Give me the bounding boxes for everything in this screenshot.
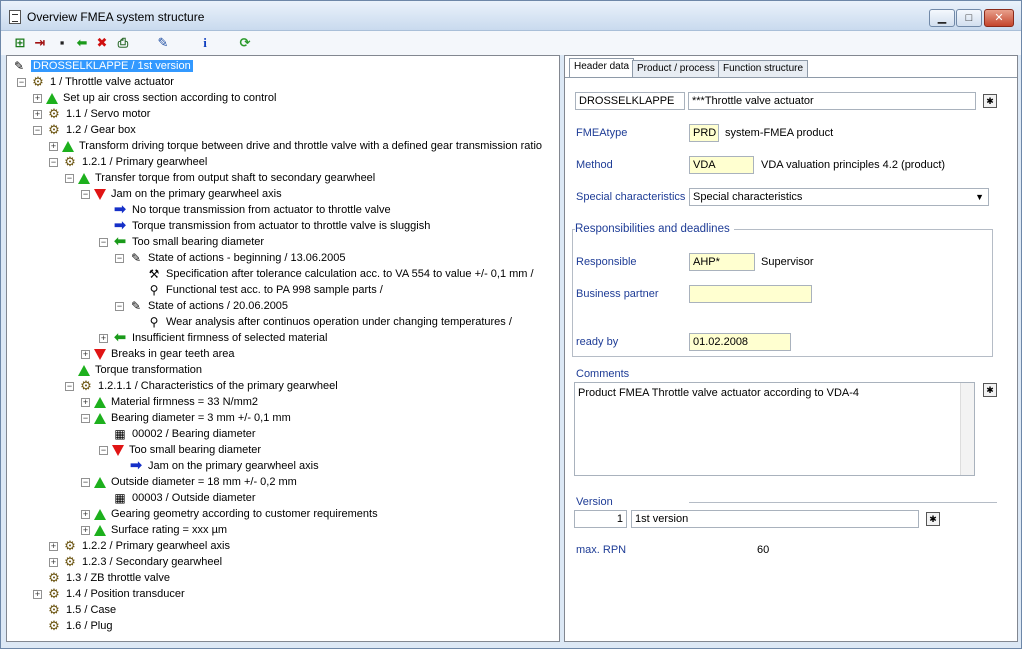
- action-tool-icon: ✎: [130, 251, 142, 266]
- tree-item[interactable]: [99, 202, 391, 218]
- collapse-icon[interactable]: −: [116, 252, 123, 263]
- tree-item[interactable]: [65, 362, 202, 378]
- tree-item-label: No torque transmission from actuator to throttle valve: [132, 204, 391, 216]
- failure-triangle-icon: [94, 189, 106, 200]
- collapse-icon[interactable]: −: [66, 380, 73, 391]
- tree-item-label: Breaks in gear teeth area: [111, 348, 235, 360]
- responsibilities-heading: Responsibilities and deadlines: [575, 223, 734, 235]
- new-doc-icon[interactable]: ⊞: [14, 35, 26, 50]
- tree-item-label: 00002 / Bearing diameter: [132, 428, 256, 440]
- app-icon: [9, 10, 21, 24]
- tree-item-label: Specification after tolerance calculation acc. to VA 554 to value +/- 0,1 mm /: [166, 268, 534, 280]
- tree-item-label: State of actions / 20.06.2005: [148, 300, 289, 312]
- tree-item-label: 1 / Throttle valve actuator: [50, 76, 174, 88]
- expand-icon[interactable]: +: [50, 540, 57, 551]
- version-label: Version: [576, 496, 613, 508]
- tree-item-label: Set up air cross section according to control: [63, 92, 277, 104]
- business-partner-field[interactable]: [689, 285, 812, 303]
- comments-scrollbar[interactable]: [960, 383, 974, 475]
- tree-item-label: Outside diameter = 18 mm +/- 0,2 mm: [111, 476, 297, 488]
- gear-icon: ⚙: [48, 618, 60, 634]
- tree-item[interactable]: [65, 378, 338, 394]
- print-icon[interactable]: ⎙: [117, 35, 129, 50]
- tree-item-label: 1.5 / Case: [66, 604, 117, 616]
- tree-item-label: Wear analysis after continuos operation under changing temperatures /: [166, 316, 512, 328]
- gear-icon: ⚙: [64, 554, 76, 570]
- blue-arrow-icon: ➡: [113, 201, 127, 219]
- tree-item[interactable]: [33, 106, 150, 122]
- export-icon[interactable]: ⇥: [34, 35, 46, 50]
- tree-item[interactable]: [115, 298, 288, 314]
- function-triangle-icon: [94, 477, 106, 488]
- tree-item[interactable]: [17, 74, 174, 90]
- comments-text: Product FMEA Throttle valve actuator according to VDA-4: [578, 387, 860, 399]
- gear-icon: ⚙: [32, 74, 44, 90]
- tree-item-label: 1.3 / ZB throttle valve: [66, 572, 170, 584]
- version-divider: [689, 502, 997, 503]
- tree-item[interactable]: [81, 522, 227, 538]
- responsible-desc: Supervisor: [761, 256, 814, 268]
- tree-item-label: Too small bearing diameter: [129, 444, 262, 456]
- tree-item[interactable]: [81, 474, 297, 490]
- expand-icon[interactable]: +: [50, 140, 57, 151]
- action-tool-icon: ✎: [13, 59, 25, 74]
- special-characteristics-value: Special characteristics: [693, 191, 803, 203]
- expand-icon[interactable]: +: [82, 348, 89, 359]
- tree-item[interactable]: [33, 618, 112, 634]
- tree-item-label: 1.2.1.1 / Characteristics of the primary gearwheel: [98, 380, 338, 392]
- tree-item-label: Transfer torque from output shaft to secondary gearwheel: [95, 172, 376, 184]
- gear-icon: ⚙: [48, 586, 60, 602]
- responsible-field[interactable]: AHP*: [689, 253, 755, 271]
- function-triangle-icon: [94, 525, 106, 536]
- back-arrow-icon[interactable]: ⬅: [76, 35, 88, 50]
- clear-name-button[interactable]: ✱: [983, 94, 997, 108]
- tree-item-label: Jam on the primary gearwheel axis: [111, 188, 282, 200]
- detail-panel: [564, 55, 1018, 642]
- magnifier-icon: ⚲: [149, 315, 159, 330]
- max-rpn-label: max. RPN: [576, 544, 627, 556]
- fmea-type-desc: system-FMEA product: [725, 127, 834, 139]
- green-arrow-icon: ⬅: [113, 329, 127, 347]
- tree-item[interactable]: [49, 138, 542, 154]
- collapse-icon[interactable]: −: [66, 172, 73, 183]
- fmea-type-field[interactable]: PRD: [689, 124, 719, 142]
- max-rpn-value: 60: [757, 544, 770, 556]
- clear-version-button[interactable]: ✱: [926, 512, 940, 526]
- tree-item[interactable]: [33, 570, 170, 586]
- tree-item-label: DROSSELKLAPPE / 1st version: [33, 60, 191, 72]
- version-name-field[interactable]: 1st version: [631, 510, 919, 528]
- collapse-icon[interactable]: −: [50, 156, 57, 167]
- magnifier-icon: ⚲: [149, 283, 159, 298]
- tree-item[interactable]: [99, 490, 256, 506]
- clear-comments-button[interactable]: ✱: [983, 383, 997, 397]
- tree-item[interactable]: [133, 266, 534, 282]
- tree-item-label: State of actions - beginning / 13.06.2005: [148, 252, 346, 264]
- function-triangle-icon: [78, 365, 90, 376]
- tree-item[interactable]: [81, 394, 258, 410]
- tree-item-label: Torque transformation: [95, 364, 202, 376]
- gear-icon: ⚙: [48, 106, 60, 122]
- expand-icon[interactable]: +: [100, 332, 107, 343]
- window-title: Overview FMEA system structure: [27, 10, 205, 24]
- collapse-icon[interactable]: −: [100, 444, 107, 455]
- method-desc: VDA valuation principles 4.2 (product): [761, 159, 946, 171]
- tree-item-label: Bearing diameter = 3 mm +/- 0,1 mm: [111, 412, 291, 424]
- tree-item-label: 1.2 / Gear box: [66, 124, 136, 136]
- special-characteristics-label: Special characteristics: [576, 191, 686, 203]
- blue-arrow-icon: ➡: [113, 217, 127, 235]
- fmea-type-label: FMEAtype: [576, 127, 628, 139]
- responsible-label: Responsible: [576, 256, 637, 268]
- tree-item[interactable]: [133, 282, 383, 298]
- tree-item-label: 00003 / Outside diameter: [132, 492, 256, 504]
- gear-icon: ⚙: [48, 570, 60, 586]
- comments-label: Comments: [576, 368, 630, 380]
- tree-item[interactable]: [81, 410, 291, 426]
- gear-icon: ⚙: [64, 538, 76, 554]
- chevron-down-icon[interactable]: ▼: [975, 192, 984, 202]
- ready-by-field[interactable]: 01.02.2008: [689, 333, 791, 351]
- tree-item[interactable]: [133, 314, 512, 330]
- close-button[interactable]: ✕: [984, 9, 1014, 27]
- tree-item-label: Material firmness = 33 N/mm2: [111, 396, 259, 408]
- tree-item-label: 1.2.1 / Primary gearwheel: [82, 156, 208, 168]
- collapse-icon[interactable]: −: [82, 476, 89, 487]
- tree-item[interactable]: [115, 458, 319, 474]
- tree-item-label: Insufficient firmness of selected material: [132, 332, 328, 344]
- expand-icon[interactable]: +: [82, 508, 89, 519]
- function-triangle-icon: [94, 509, 106, 520]
- tree-item[interactable]: [99, 218, 430, 234]
- tree-item[interactable]: [49, 554, 222, 570]
- tree-item-label: 1.2.2 / Primary gearwheel axis: [82, 540, 230, 552]
- tree-item-label: 1.6 / Plug: [66, 620, 113, 632]
- tree-item[interactable]: [65, 170, 375, 186]
- tree-item-label: Too small bearing diameter: [132, 236, 265, 248]
- function-triangle-icon: [78, 173, 90, 184]
- tree-item[interactable]: [33, 122, 136, 138]
- wrench-icon: ⚒: [148, 267, 160, 282]
- tree-item[interactable]: [99, 234, 264, 250]
- save-icon[interactable]: ▪: [59, 35, 65, 50]
- version-number-field[interactable]: 1: [574, 510, 627, 528]
- tree-item[interactable]: [115, 250, 346, 266]
- green-arrow-icon: ⬅: [113, 233, 127, 251]
- function-triangle-icon: [62, 141, 74, 152]
- failure-triangle-icon: [94, 349, 106, 360]
- function-triangle-icon: [94, 397, 106, 408]
- tree-item-label: 1.2.3 / Secondary gearwheel: [82, 556, 223, 568]
- tree-item[interactable]: [49, 538, 230, 554]
- gear-icon: ⚙: [48, 602, 60, 618]
- expand-icon[interactable]: +: [34, 92, 41, 103]
- tree-item-label: Torque transmission from actuator to throttle valve is sluggish: [132, 220, 431, 232]
- tree-item-label: 1.4 / Position transducer: [66, 588, 185, 600]
- system-structure-tree[interactable]: [6, 55, 560, 642]
- gear-icon: ⚙: [64, 154, 76, 170]
- tree-item[interactable]: [49, 154, 207, 170]
- refresh-icon[interactable]: ⟳: [239, 35, 251, 50]
- minimize-button[interactable]: ▁: [929, 9, 955, 27]
- tree-item-label: Functional test acc. to PA 998 sample parts /: [166, 284, 383, 296]
- fmea-code-field[interactable]: DROSSELKLAPPE: [575, 92, 685, 110]
- special-characteristics-select[interactable]: [689, 188, 989, 206]
- gear-icon: ⚙: [80, 378, 92, 394]
- collapse-icon[interactable]: −: [100, 236, 107, 247]
- tree-item-label: Jam on the primary gearwheel axis: [148, 460, 319, 472]
- tree-item-label: 1.1 / Servo motor: [66, 108, 151, 120]
- fmea-name-field[interactable]: ***Throttle valve actuator: [688, 92, 976, 110]
- expand-icon[interactable]: +: [82, 524, 89, 535]
- tree-item[interactable]: [99, 442, 261, 458]
- characteristic-doc-icon: ▦: [114, 491, 126, 506]
- tree-item-label: Surface rating = xxx µm: [111, 524, 228, 536]
- comments-textarea[interactable]: [574, 382, 975, 476]
- delete-icon[interactable]: ✖: [96, 35, 108, 50]
- tree-item[interactable]: [11, 58, 193, 74]
- function-triangle-icon: [46, 93, 58, 104]
- business-partner-label: Business partner: [576, 288, 659, 300]
- collapse-icon[interactable]: −: [82, 412, 89, 423]
- method-field[interactable]: VDA: [689, 156, 754, 174]
- tree-item[interactable]: [33, 602, 116, 618]
- tab-product-process[interactable]: Product / process: [632, 60, 720, 77]
- failure-triangle-icon: [112, 445, 124, 456]
- toolbar: [1, 31, 1021, 55]
- method-label: Method: [576, 159, 613, 171]
- title-bar: [1, 1, 1021, 31]
- expand-icon[interactable]: +: [50, 556, 57, 567]
- tree-item[interactable]: [33, 90, 276, 106]
- function-triangle-icon: [94, 413, 106, 424]
- collapse-icon[interactable]: −: [18, 76, 25, 87]
- expand-icon[interactable]: +: [82, 396, 89, 407]
- ready-by-label: ready by: [576, 336, 619, 348]
- info-icon[interactable]: i: [203, 35, 207, 50]
- tree-item[interactable]: [99, 330, 327, 346]
- tree-item[interactable]: [81, 346, 235, 362]
- tab-function-structure[interactable]: Function structure: [718, 60, 808, 77]
- edit-icon[interactable]: ✎: [157, 35, 169, 50]
- tree-item[interactable]: [99, 426, 256, 442]
- characteristic-doc-icon: ▦: [114, 427, 126, 442]
- tree-item-label: Transform driving torque between drive and throttle valve with a defined gear transmission ratio: [79, 140, 543, 152]
- tree-item[interactable]: [33, 586, 185, 602]
- collapse-icon[interactable]: −: [34, 124, 41, 135]
- expand-icon[interactable]: +: [34, 108, 41, 119]
- action-tool-icon: ✎: [130, 299, 142, 314]
- expand-icon[interactable]: +: [34, 588, 41, 599]
- tree-item-label: Gearing geometry according to customer requirements: [111, 508, 378, 520]
- gear-icon: ⚙: [48, 122, 60, 138]
- collapse-icon[interactable]: −: [116, 300, 123, 311]
- collapse-icon[interactable]: −: [82, 188, 89, 199]
- tree-item[interactable]: [81, 186, 282, 202]
- tree-item[interactable]: [81, 506, 378, 522]
- maximize-button[interactable]: □: [956, 9, 982, 27]
- blue-arrow-icon: ➡: [129, 457, 143, 475]
- tab-header-data[interactable]: Header data: [569, 58, 634, 78]
- tab-divider: [565, 77, 1017, 78]
